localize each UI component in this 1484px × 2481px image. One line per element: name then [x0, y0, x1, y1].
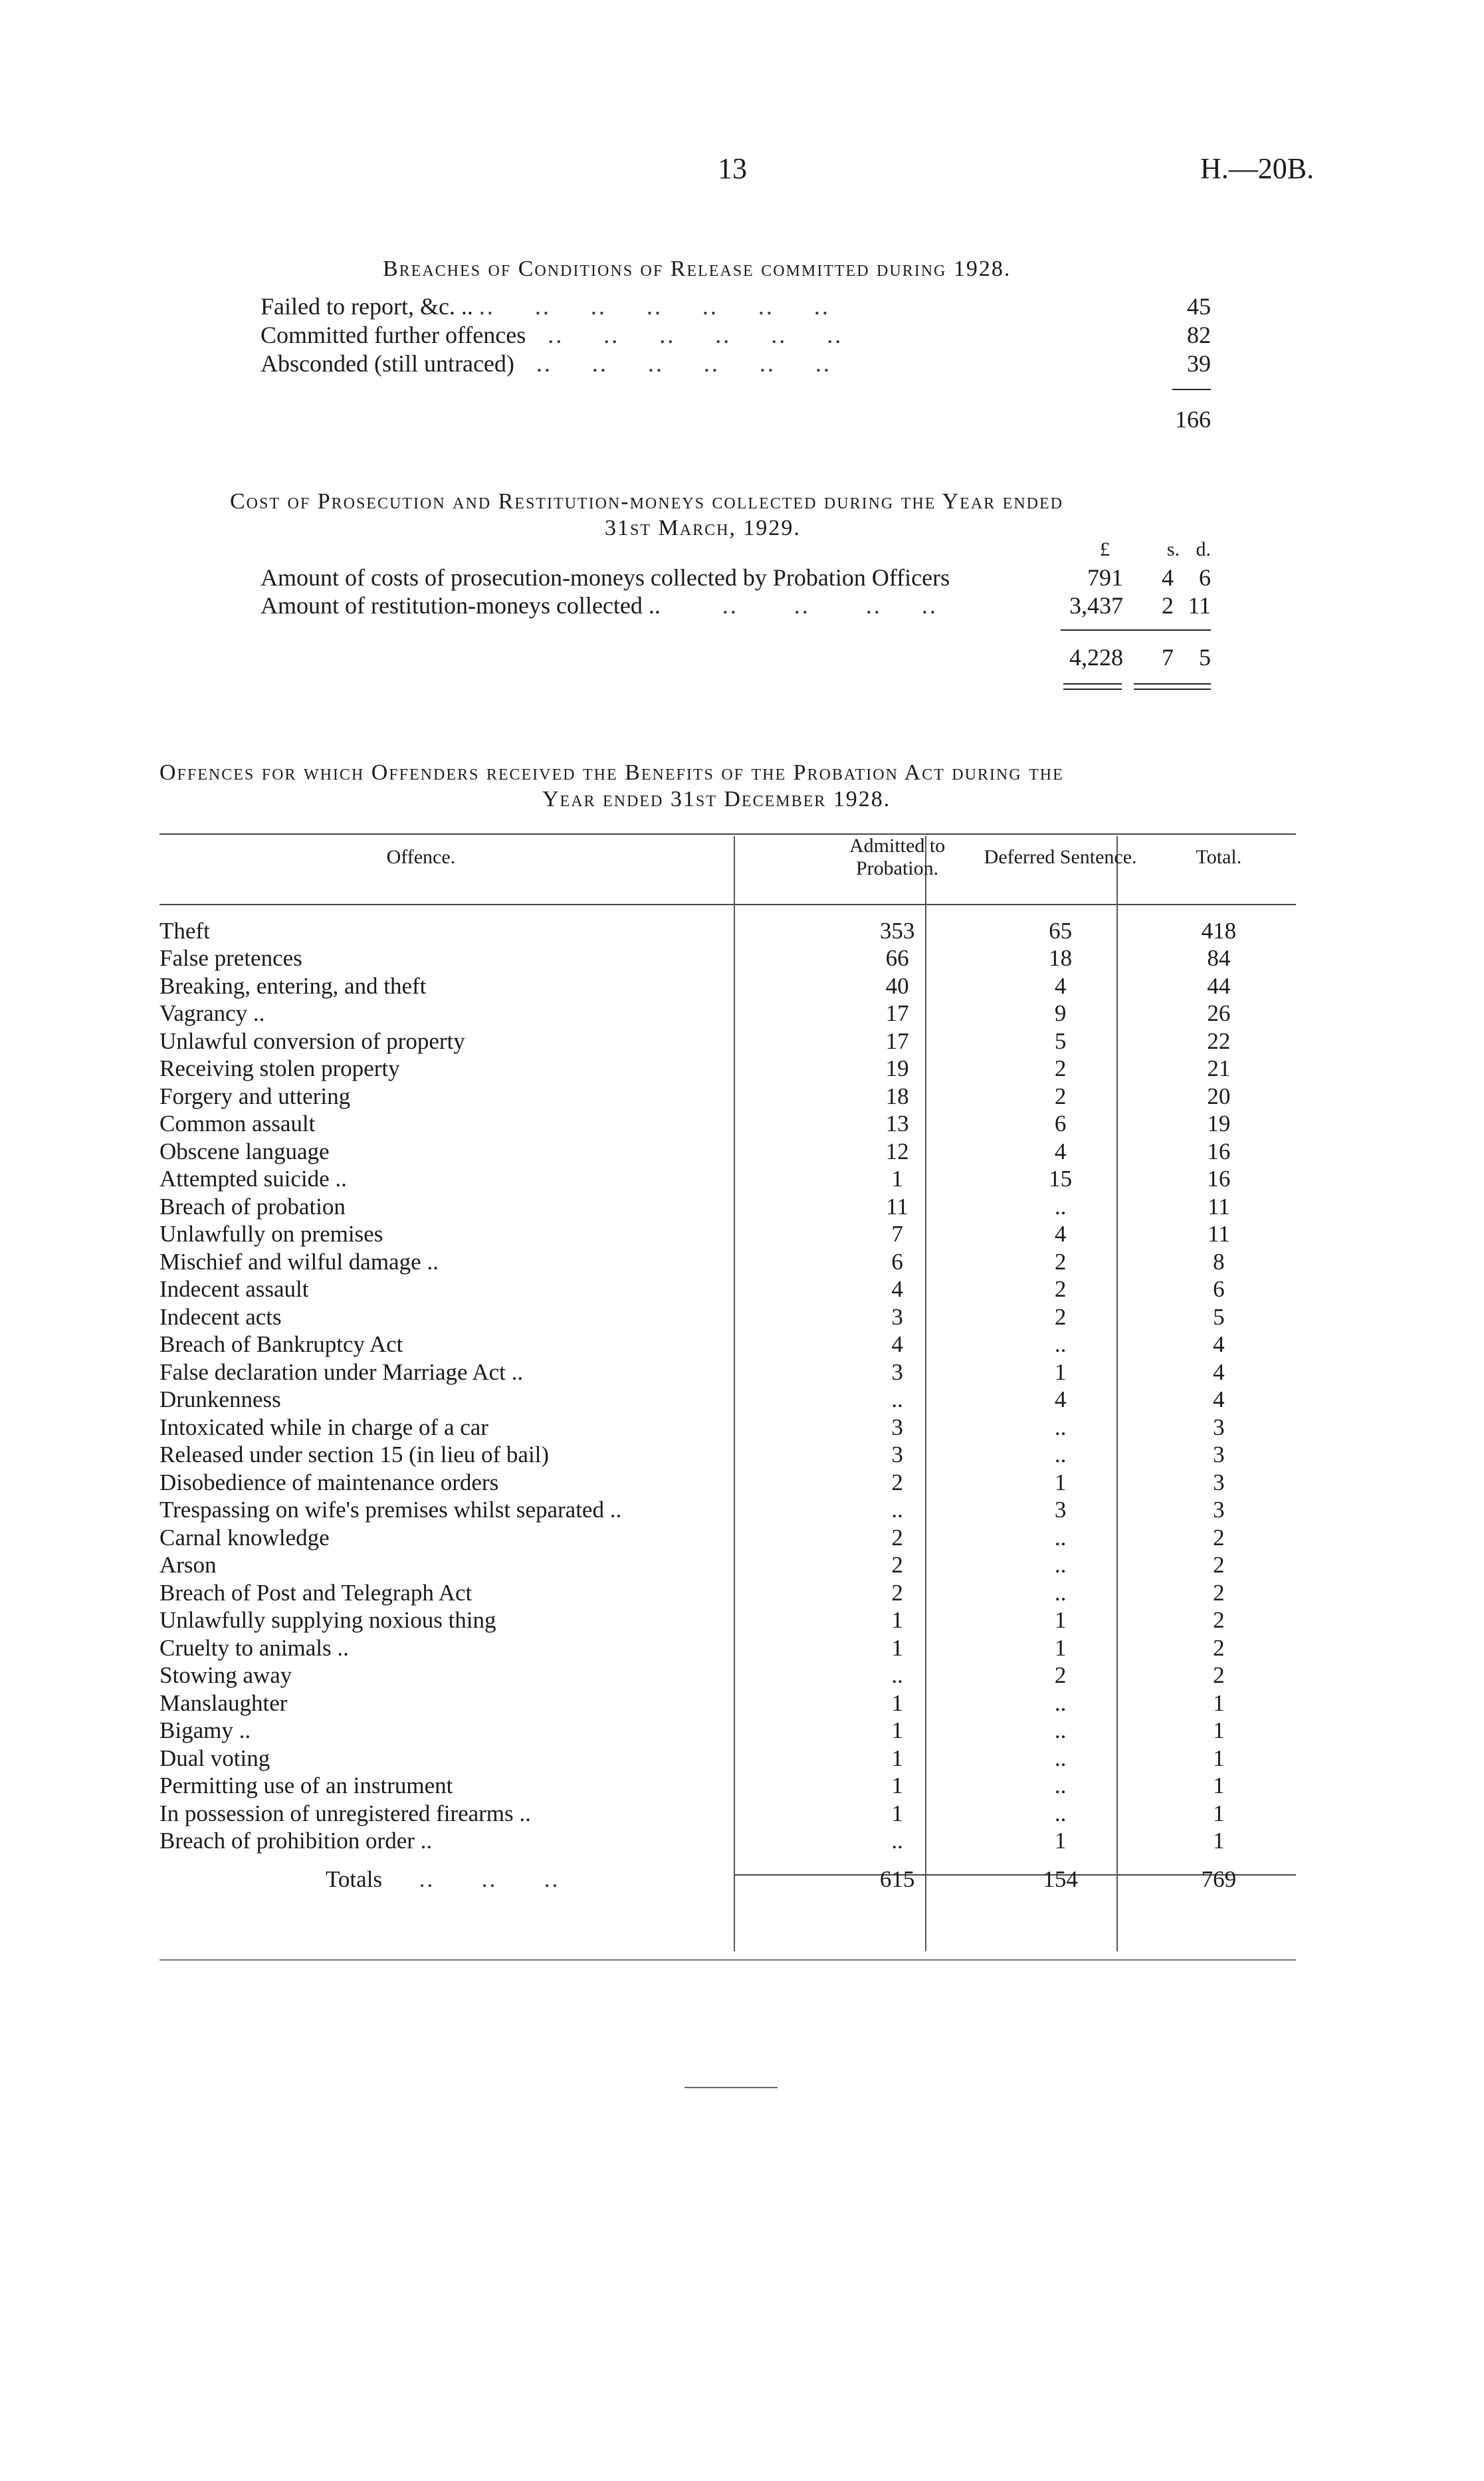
- costs-total-pence: 5: [1199, 644, 1211, 671]
- admitted-value: 2: [891, 1524, 903, 1551]
- deferred-value: 4: [1054, 1138, 1067, 1164]
- deferred-value: 15: [1049, 1166, 1073, 1192]
- offence-name: Carnal knowledge: [159, 1524, 330, 1551]
- admitted-value: 1: [891, 1166, 903, 1192]
- table-row: [159, 1055, 1296, 1083]
- total-value: 4: [1213, 1358, 1225, 1385]
- table-row: [159, 1111, 1296, 1138]
- cost-pence: 11: [1188, 592, 1211, 619]
- pence-header: d.: [1196, 538, 1211, 560]
- offence-name: Obscene language: [159, 1138, 330, 1164]
- total-value: 2: [1213, 1552, 1225, 1578]
- offence-name: False pretences: [159, 945, 302, 972]
- offences-table: [159, 824, 1296, 1893]
- table-row: [159, 1745, 1296, 1773]
- divider: [1172, 389, 1211, 390]
- table-row: [159, 1331, 1296, 1359]
- list-item: Absconded (still untraced) .. .. .. .. .. ..: [261, 350, 831, 377]
- deferred-value: 1: [1054, 1358, 1067, 1385]
- deferred-value: ..: [1054, 1800, 1067, 1826]
- admitted-value: 4: [891, 1276, 903, 1303]
- offence-name: Unlawful conversion of property: [159, 1027, 465, 1054]
- admitted-value: ..: [891, 1497, 903, 1523]
- deferred-value: 5: [1054, 1027, 1067, 1054]
- deferred-value: ..: [1054, 1745, 1067, 1771]
- offence-name: Disobedience of maintenance orders: [159, 1469, 499, 1495]
- deferred-value: ..: [1054, 1689, 1067, 1716]
- deferred-value: 65: [1049, 917, 1073, 944]
- deferred-value: ..: [1054, 1524, 1067, 1551]
- offence-name: Stowing away: [159, 1662, 292, 1689]
- breach-value: 45: [1187, 293, 1211, 320]
- table-row: [159, 1497, 1296, 1525]
- table-row: [159, 1166, 1296, 1194]
- table-row: [159, 1579, 1296, 1607]
- totals-deferred: 154: [1043, 1866, 1078, 1892]
- admitted-value: 17: [885, 1027, 909, 1054]
- divider: [1061, 629, 1211, 631]
- admitted-value: ..: [891, 1662, 903, 1689]
- admitted-value: 1: [891, 1689, 903, 1716]
- admitted-value: 13: [885, 1111, 909, 1137]
- offence-name: Permitting use of an instrument: [159, 1773, 453, 1799]
- document-reference: H.—20B.: [1200, 152, 1315, 185]
- admitted-value: 1: [891, 1717, 903, 1744]
- offence-name: Drunkenness: [159, 1386, 281, 1413]
- table-row: [159, 1358, 1296, 1386]
- deferred-value: ..: [1054, 1193, 1067, 1220]
- total-value: 16: [1207, 1166, 1231, 1192]
- table-header-row: [159, 824, 1296, 891]
- table-row: [159, 1552, 1296, 1580]
- total-value: 16: [1207, 1138, 1231, 1164]
- admitted-value: 19: [885, 1055, 909, 1082]
- table-row: [159, 1000, 1296, 1028]
- offence-name: Trespassing on wife's premises whilst separated ..: [159, 1497, 622, 1523]
- total-value: 1: [1213, 1689, 1225, 1716]
- total-value: 22: [1207, 1027, 1231, 1054]
- total-value: 1: [1213, 1828, 1225, 1854]
- offence-name: Released under section 15 (in lieu of bail): [159, 1442, 550, 1468]
- table-row: [159, 1607, 1296, 1635]
- admitted-value: ..: [891, 1828, 903, 1854]
- total-value: 3: [1213, 1442, 1225, 1468]
- column-header-admitted: Admitted to Probation.: [849, 835, 946, 879]
- table-row: [159, 1303, 1296, 1331]
- deferred-value: 1: [1054, 1607, 1067, 1634]
- divider: [1063, 683, 1122, 685]
- total-value: 2: [1213, 1634, 1225, 1661]
- total-value: 21: [1207, 1055, 1231, 1082]
- totals-row: [159, 1866, 1296, 1893]
- deferred-value: 1: [1054, 1469, 1067, 1495]
- total-value: 3: [1213, 1469, 1225, 1495]
- offence-name: Arson: [159, 1552, 217, 1578]
- offence-name: Vagrancy ..: [159, 1000, 265, 1027]
- table-bottom-rule: [159, 1959, 1296, 1961]
- column-header-deferred: Deferred Sentence.: [984, 846, 1137, 868]
- total-value: 1: [1213, 1717, 1225, 1744]
- admitted-value: 1: [891, 1607, 903, 1634]
- deferred-value: 1: [1054, 1828, 1067, 1854]
- offence-name: Forgery and uttering: [159, 1083, 351, 1109]
- offence-name: Cruelty to animals ..: [159, 1634, 349, 1661]
- offence-name: Receiving stolen property: [159, 1055, 400, 1082]
- admitted-value: 3: [891, 1358, 903, 1385]
- table-row: [159, 1662, 1296, 1690]
- deferred-value: ..: [1054, 1552, 1067, 1578]
- offence-name: Breach of Bankruptcy Act: [159, 1331, 403, 1358]
- deferred-value: ..: [1054, 1414, 1067, 1440]
- offence-name: Dual voting: [159, 1745, 270, 1771]
- total-value: 2: [1213, 1524, 1225, 1551]
- deferred-value: ..: [1054, 1579, 1067, 1606]
- offence-name: Breach of Post and Telegraph Act: [159, 1579, 473, 1606]
- deferred-value: 2: [1054, 1083, 1067, 1109]
- deferred-value: 2: [1054, 1055, 1067, 1082]
- total-value: 84: [1207, 945, 1231, 972]
- offence-name: Breach of prohibition order ..: [159, 1828, 433, 1854]
- admitted-value: 3: [891, 1303, 903, 1330]
- admitted-value: 1: [891, 1745, 903, 1771]
- admitted-value: 17: [885, 1000, 909, 1027]
- offence-name: Breaking, entering, and theft: [159, 972, 427, 999]
- offences-title-date: Year ended 31st December 1928.: [542, 787, 891, 811]
- page-number: 13: [718, 152, 747, 185]
- cost-row-label: Amount of costs of prosecution-moneys collected by Probation Officers: [261, 564, 950, 591]
- admitted-value: 11: [886, 1193, 908, 1220]
- divider: [1134, 689, 1211, 690]
- deferred-value: 4: [1054, 972, 1067, 999]
- admitted-value: 2: [891, 1579, 903, 1606]
- deferred-value: 1: [1054, 1634, 1067, 1661]
- divider: [1134, 683, 1211, 685]
- column-header-total: Total.: [1196, 846, 1242, 868]
- table-row: [159, 1248, 1296, 1276]
- totals-label: Totals .. .. ..: [326, 1866, 560, 1892]
- costs-total-shillings: 7: [1162, 644, 1174, 671]
- costs-total-pounds: 4,228: [1069, 644, 1123, 671]
- breaches-title: Breaches of Conditions of Release committed during 1928.: [383, 257, 1011, 281]
- total-value: 26: [1207, 1000, 1231, 1027]
- pounds-header: £: [1100, 538, 1110, 560]
- admitted-value: 12: [885, 1138, 909, 1164]
- table-row: [159, 1828, 1296, 1856]
- cost-pence: 6: [1199, 564, 1211, 591]
- costs-title-date: 31st March, 1929.: [605, 516, 801, 540]
- deferred-value: 4: [1054, 1386, 1067, 1413]
- total-value: 2: [1213, 1662, 1225, 1689]
- deferred-value: 18: [1049, 945, 1073, 972]
- table-row: [159, 1717, 1296, 1745]
- total-value: 4: [1213, 1331, 1225, 1358]
- total-value: 4: [1213, 1386, 1225, 1413]
- admitted-value: ..: [891, 1386, 903, 1413]
- admitted-value: 1: [891, 1800, 903, 1826]
- total-value: 11: [1208, 1193, 1230, 1220]
- table-row: [159, 1221, 1296, 1249]
- deferred-value: 2: [1054, 1248, 1067, 1275]
- table-row: [159, 1276, 1296, 1304]
- table-row: [159, 1193, 1296, 1221]
- deferred-value: 3: [1054, 1497, 1067, 1523]
- offence-name: False declaration under Marriage Act ..: [159, 1358, 524, 1385]
- offence-name: Theft: [159, 917, 210, 944]
- offence-name: Mischief and wilful damage ..: [159, 1248, 439, 1275]
- admitted-value: 353: [879, 917, 915, 944]
- admitted-value: 4: [891, 1331, 903, 1358]
- table-row: [159, 1083, 1296, 1111]
- shillings-header: s.: [1166, 538, 1180, 560]
- admitted-value: 1: [891, 1773, 903, 1799]
- table-row: [159, 945, 1296, 973]
- deferred-value: ..: [1054, 1717, 1067, 1744]
- breach-value: 39: [1187, 350, 1211, 377]
- table-row: [159, 1689, 1296, 1717]
- divider: [1063, 689, 1122, 690]
- deferred-value: ..: [1054, 1773, 1067, 1799]
- offence-name: Indecent acts: [159, 1303, 282, 1330]
- deferred-value: 4: [1054, 1221, 1067, 1247]
- admitted-value: 18: [885, 1083, 909, 1109]
- offence-name: Breach of probation: [159, 1193, 346, 1220]
- deferred-value: 2: [1054, 1303, 1067, 1330]
- total-value: 1: [1213, 1773, 1225, 1799]
- admitted-value: 3: [891, 1414, 903, 1440]
- total-value: 5: [1213, 1303, 1225, 1330]
- admitted-value: 66: [885, 945, 909, 972]
- total-value: 6: [1213, 1276, 1225, 1303]
- cost-pounds: 3,437: [1069, 592, 1123, 619]
- table-row: [159, 972, 1296, 1000]
- table-row: [159, 1442, 1296, 1469]
- admitted-value: 6: [891, 1248, 903, 1275]
- offence-name: Bigamy ..: [159, 1717, 251, 1744]
- total-value: 2: [1213, 1607, 1225, 1634]
- total-value: 20: [1207, 1083, 1231, 1109]
- offence-name: Intoxicated while in charge of a car: [159, 1414, 488, 1440]
- total-value: 2: [1213, 1579, 1225, 1606]
- total-value: 1: [1213, 1800, 1225, 1826]
- cost-pounds: 791: [1087, 564, 1123, 591]
- totals-admitted: 615: [879, 1866, 915, 1892]
- offence-name: Common assault: [159, 1111, 316, 1137]
- table-row: [159, 1027, 1296, 1055]
- column-header-offence: Offence.: [386, 846, 456, 868]
- totals-total: 769: [1201, 1866, 1237, 1892]
- end-rule: [685, 2087, 778, 2088]
- admitted-value: 2: [891, 1552, 903, 1578]
- offence-name: In possession of unregistered firearms ..: [159, 1800, 531, 1826]
- offence-name: Unlawfully supplying noxious thing: [159, 1607, 496, 1634]
- deferred-value: ..: [1054, 1331, 1067, 1358]
- offences-table-body: [159, 917, 1296, 1855]
- table-row: [159, 1773, 1296, 1800]
- admitted-value: 3: [891, 1442, 903, 1468]
- total-value: 44: [1207, 972, 1231, 999]
- admitted-value: 2: [891, 1469, 903, 1495]
- list-item: Committed further offences .. .. .. .. .. ..: [261, 322, 843, 348]
- table-row: [159, 1138, 1296, 1166]
- total-value: 3: [1213, 1497, 1225, 1523]
- cost-shillings: 2: [1162, 592, 1174, 619]
- list-item: Failed to report, &c. .. .. .. .. .. .. .. ..: [261, 293, 830, 320]
- deferred-value: 6: [1054, 1111, 1067, 1137]
- deferred-value: 2: [1054, 1662, 1067, 1689]
- admitted-value: 7: [891, 1221, 903, 1247]
- breaches-total: 166: [1175, 406, 1211, 433]
- total-value: 3: [1213, 1414, 1225, 1440]
- offence-name: Indecent assault: [159, 1276, 309, 1303]
- table-row: [159, 1524, 1296, 1552]
- table-row: [159, 1414, 1296, 1442]
- table-row: [159, 1634, 1296, 1662]
- offences-title: Offences for which Offenders received the Benefits of the Probation Act during the: [159, 760, 1064, 785]
- total-value: 8: [1213, 1248, 1225, 1275]
- total-value: 1: [1213, 1745, 1225, 1771]
- total-value: 19: [1207, 1111, 1231, 1137]
- offence-name: Attempted suicide ..: [159, 1166, 347, 1192]
- offence-name: Unlawfully on premises: [159, 1221, 383, 1247]
- total-value: 418: [1201, 917, 1237, 944]
- table-row: [159, 1469, 1296, 1497]
- deferred-value: ..: [1054, 1442, 1067, 1468]
- breach-value: 82: [1187, 322, 1211, 348]
- deferred-value: 9: [1054, 1000, 1067, 1027]
- total-value: 11: [1208, 1221, 1230, 1247]
- deferred-value: 2: [1054, 1276, 1067, 1303]
- admitted-value: 1: [891, 1634, 903, 1661]
- admitted-value: 40: [885, 972, 909, 999]
- offence-name: Manslaughter: [159, 1689, 288, 1716]
- table-row: [159, 917, 1296, 945]
- table-row: [159, 1800, 1296, 1828]
- costs-title: Cost of Prosecution and Restitution-moneys collected during the Year ended: [230, 489, 1063, 514]
- cost-shillings: 4: [1162, 564, 1174, 591]
- cost-row-label: Amount of restitution-moneys collected .. .. .. .. ..: [261, 592, 938, 619]
- table-row: [159, 1386, 1296, 1414]
